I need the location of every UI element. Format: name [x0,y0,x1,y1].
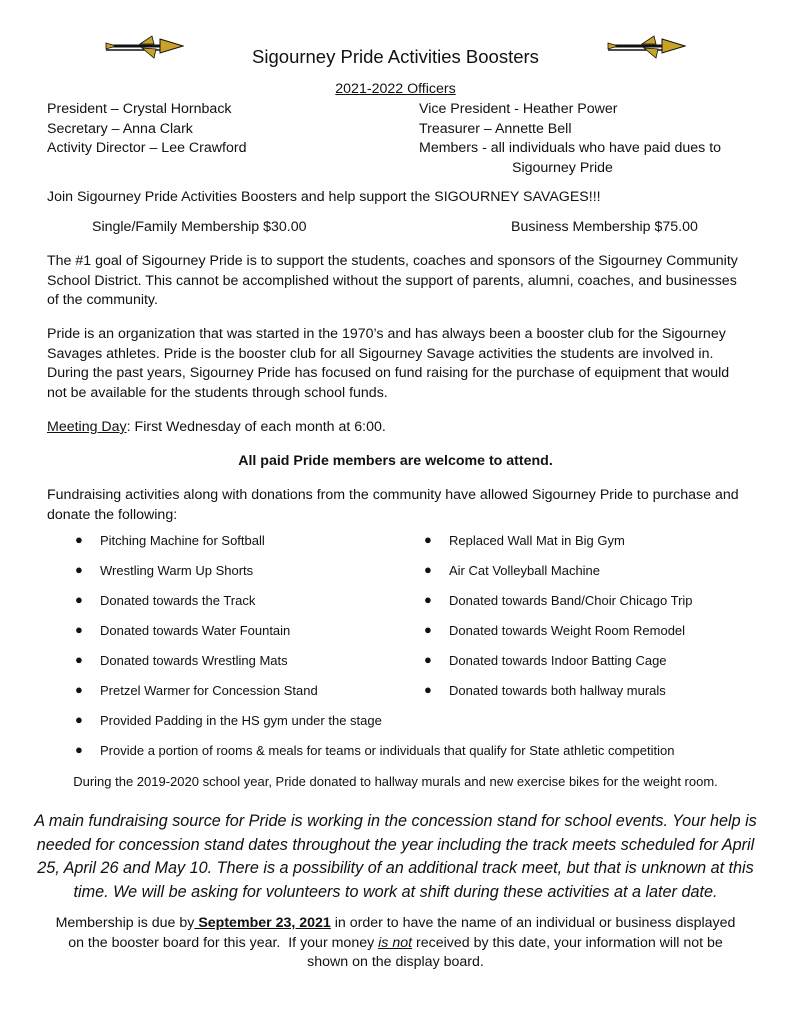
officer-line: Sigourney Pride [512,159,613,176]
officer-line: Secretary – Anna Clark [47,120,193,137]
bullet-icon: ● [75,592,83,607]
concession-paragraph [0,810,791,904]
meeting-day [47,418,386,438]
due-date: September 23, 2021 [194,915,331,931]
text-line: time. We will be asking for volunteers to work at shift during these activities at a later date. [73,882,718,901]
text-line: needed for concession stand dates throughout the year including the track meets scheduled for April [36,835,755,854]
officer-line: Vice President - Heather Power [419,101,618,117]
text-line: School District. This cannot be accomplished without the support of parents, alumni, coaches, and businesses [47,272,737,289]
bullet-icon: ● [75,682,83,697]
goal-paragraph [47,252,738,311]
text-line: Membership is due by September 23, 2021 in order to have the name of an individual or business displayed [55,915,736,931]
welcome-note: All paid Pride members are welcome to attend. [238,453,553,469]
join-text: Join Sigourney Pride Activities Boosters and help support the SIGOURNEY SAVAGES!!! [47,189,601,205]
single-membership: Single/Family Membership $30.00 [92,219,307,235]
bullet-icon: ● [75,652,83,667]
text-line: not be available for the students through school funds. [47,384,388,401]
text-line: Fundraising activities along with donations from the community have allowed Sigourney Pride to purchase and [47,487,739,503]
officer-line: Activity Director – Lee Crawford [47,140,247,156]
officer-line: Treasurer – Annette Bell [419,120,572,137]
bullet-icon: ● [75,622,83,637]
bullet-icon: ● [424,622,432,637]
bullet-icon: ● [424,682,432,697]
text-line: The #1 goal of Sigourney Pride is to support the students, coaches and sponsors of the Sigourney Community [47,253,738,269]
history-paragraph [47,325,729,403]
officers-heading: 2021-2022 Officers [335,81,456,97]
text-line: donate the following: [47,506,178,523]
bullet-icon: ● [424,562,432,577]
bullet-icon: ● [75,562,83,577]
officer-line: President – Crystal Hornback [47,101,232,117]
text-line: Savages athletes. Pride is the booster club for all Sigourney Savage activities the students are involved in. [47,345,714,362]
bullet-icon: ● [75,742,83,757]
fundraising-paragraph [47,486,739,525]
text-line: on the booster board for this year. If your money is not received by this date, your information will not be [68,934,723,951]
text-line: Pride is an organization that was started in the 1970’s and has always been a booster club for the Sigourney [47,326,726,342]
text-line: of the community. [47,292,158,308]
bullet-icon: ● [75,532,83,547]
meeting-day-label: Meeting Day [47,419,127,435]
bullet-icon: ● [424,592,432,607]
bullet-icon: ● [424,532,432,547]
bullet-icon: ● [424,652,432,667]
membership-due [0,914,791,973]
page-title: Sigourney Pride Activities Boosters [252,46,539,67]
officers-left [47,100,246,159]
bullet-icon: ● [75,712,83,727]
officers-right [419,100,721,178]
donation-note: During the 2019-2020 school year, Pride donated to hallway murals and new exercise bikes for the weight room. [73,774,718,789]
meeting-day-text: : First Wednesday of each month at 6:00. [126,419,386,435]
officer-line: Members - all individuals who have paid dues to [419,140,722,156]
text-line: During the past years, Sigourney Pride has focused on fund raising for the purchase of equipment that would [47,365,730,381]
text-line: A main fundraising source for Pride is working in the concession stand for school events. Your help is [34,812,757,830]
text-line: shown on the display board. [307,954,484,970]
business-membership: Business Membership $75.00 [511,219,698,235]
text-line: 25, April 26 and May 10. There is a possibility of an additional track meet, but that is unknown at this [37,859,754,877]
